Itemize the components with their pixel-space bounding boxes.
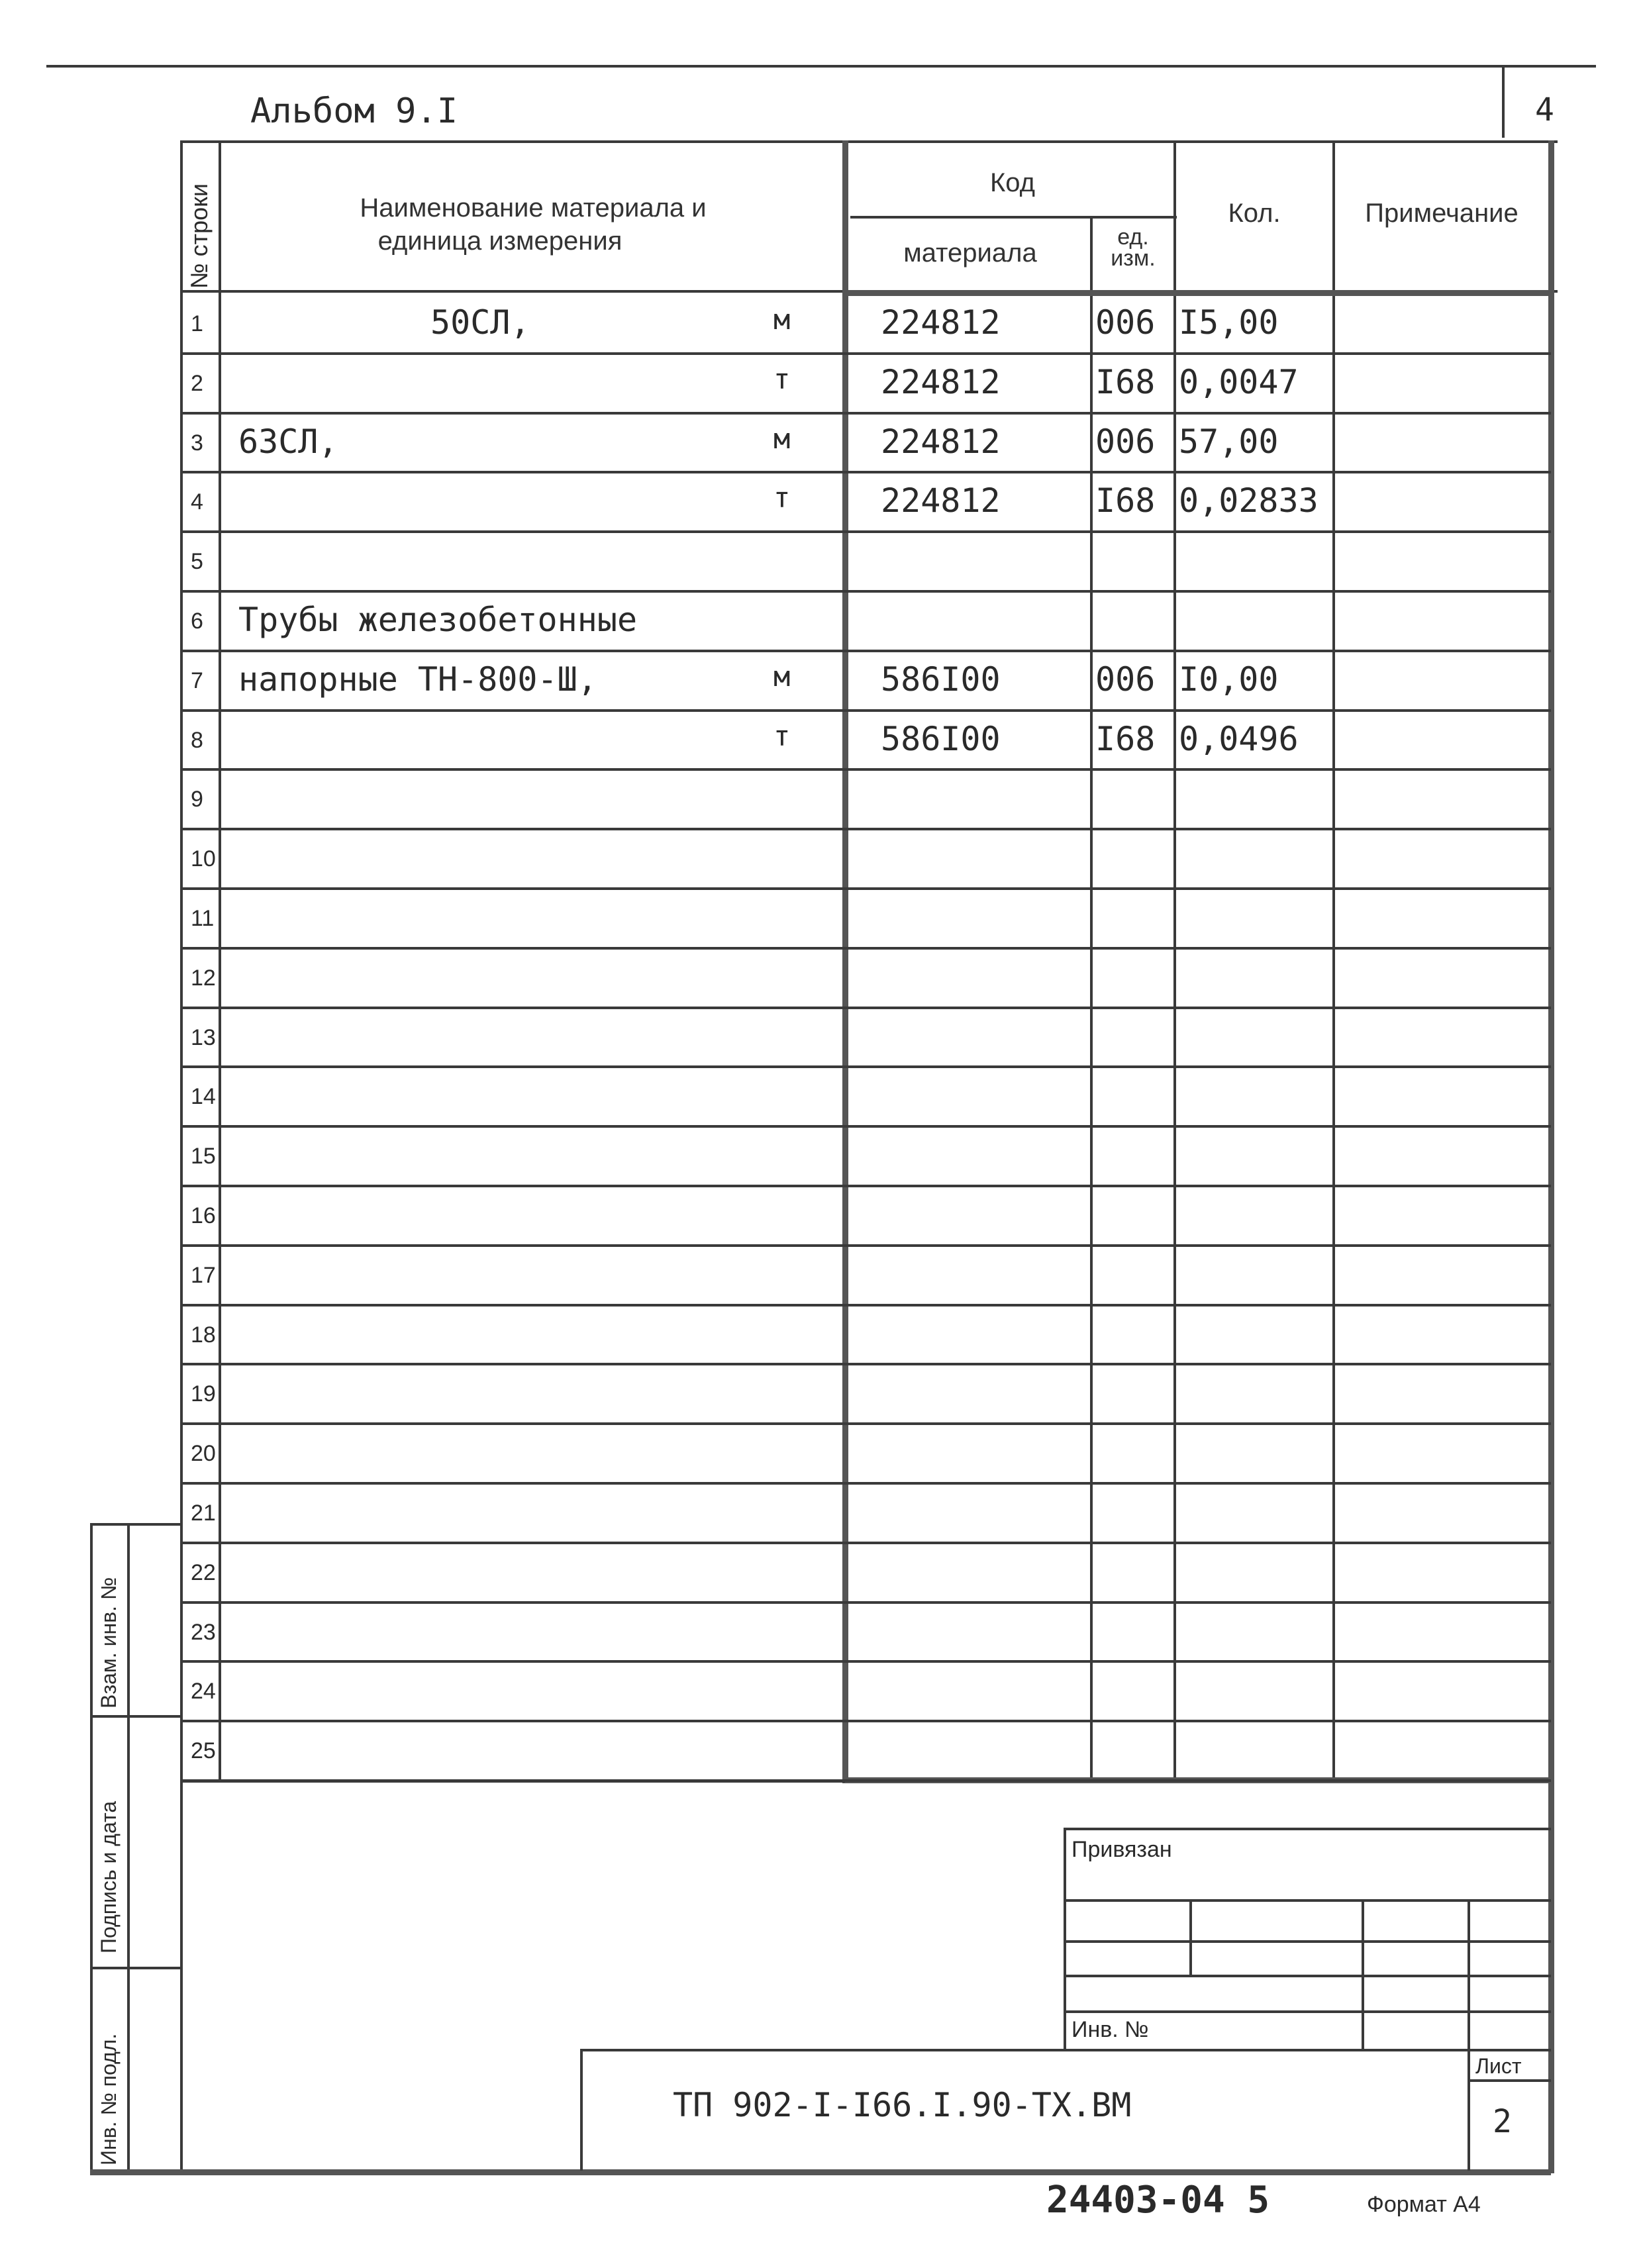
side-line-mid [127,1523,130,2173]
row-number: 10 [191,846,216,871]
header-row-no: № строки [185,183,213,289]
cell-qty: I5,00 [1179,303,1279,342]
col-line-rownum [219,140,221,1783]
stamp-line-sheet [1468,2079,1551,2082]
row-number: 15 [191,1144,216,1169]
stamp-line-main-top [580,2049,1551,2051]
row-number: 21 [191,1501,216,1526]
cell-unit: т [773,363,791,395]
row-number: 13 [191,1025,216,1050]
cell-qty: 0,0047 [1179,363,1299,401]
cell-mat: 224812 [881,481,1001,520]
cell-name: напорные ТН-800-Ш, [238,660,597,699]
cell-unit: т [773,481,791,514]
stamp-line-1 [1064,1899,1551,1902]
col-line-right [1548,140,1554,2173]
row-number: 2 [191,371,203,396]
row-line [180,1065,1551,1068]
row-line [180,1244,1551,1247]
row-line [180,1422,1551,1425]
sheet-number: 2 [1493,2103,1512,2140]
row-line [180,709,1551,712]
cell-code: I68 [1095,720,1156,758]
row-line [180,471,1551,473]
table-top-line [180,140,1558,143]
row-number: 24 [191,1679,216,1704]
stamp-col-4 [1468,1899,1470,2171]
col-line-material [842,140,848,1783]
code-sub-line [850,216,1177,219]
row-line [180,1660,1551,1663]
stamp-line-3 [1064,1975,1551,1977]
row-line [180,352,1551,355]
header-material: материала [903,238,1037,268]
row-line [180,1185,1551,1187]
row-number: 25 [191,1738,216,1763]
row-number: 6 [191,609,203,634]
row-number: 16 [191,1203,216,1228]
stamp-col-2 [1189,1899,1192,1975]
stamp-line-4 [1064,2010,1551,2013]
stamp-col-main [580,2049,583,2171]
cell-mat: 586I00 [881,720,1001,758]
side-line-top [90,1523,180,1526]
top-border [46,65,1596,68]
cell-code: 006 [1095,422,1156,461]
footer-number: 24403-04 5 [1046,2179,1270,2222]
col-line-qty [1173,140,1176,1783]
stamp-inv-no: Инв. № [1071,2017,1149,2042]
header-name-line2: единица измерения [377,226,622,256]
stamp-bound: Привязан [1071,1837,1172,1862]
row-line [180,1779,1551,1782]
cell-unit: т [773,720,791,752]
row-number: 23 [191,1620,216,1645]
row-number: 8 [191,728,203,753]
row-line [180,1720,1551,1722]
row-number: 12 [191,965,216,991]
row-line [180,1482,1551,1485]
row-line [180,412,1551,415]
row-line [180,947,1551,950]
header-note: Примечание [1365,199,1519,228]
header-unit-code: ед. изм. [1111,224,1156,271]
cell-name: Трубы железобетонные [238,601,638,639]
row-number: 19 [191,1381,216,1406]
row-line [180,1601,1551,1604]
stamp-line-bottom [90,2169,1551,2175]
cell-mat: 224812 [881,363,1001,401]
row-number: 3 [191,430,203,456]
row-line [180,1125,1551,1128]
side-sign-date: Подпись и дата [97,1800,121,1953]
side-line-1 [90,1715,180,1718]
row-line [180,768,1551,771]
cell-qty: 57,00 [1179,422,1279,461]
album-title: Альбом 9.I [250,91,458,131]
side-orig-inv: Инв. № подл. [97,2033,121,2165]
col-line-unitcode [1090,216,1093,1783]
row-number: 22 [191,1560,216,1585]
cell-mat: 224812 [881,303,1001,342]
sheet-label: Лист [1475,2054,1522,2078]
row-line [180,1363,1551,1365]
stamp-line-2 [1064,1940,1551,1943]
row-number: 18 [191,1322,216,1348]
row-line [180,530,1551,533]
cell-mat: 224812 [881,422,1001,461]
side-replace-inv: Взам. инв. № [97,1577,121,1708]
row-line [180,887,1551,890]
doc-code: ТП 902-I-I66.I.90-ТХ.ВМ [673,2086,1132,2124]
row-line [180,1007,1551,1009]
row-number: 4 [191,489,203,515]
row-number: 9 [191,787,203,812]
row-line [180,1304,1551,1307]
page-number: 4 [1535,91,1554,128]
header-code: Код [989,168,1035,197]
row-number: 14 [191,1084,216,1109]
row-number: 7 [191,668,203,693]
row-number: 11 [191,906,215,931]
cell-unit: м [773,660,791,693]
header-qty: Кол. [1228,199,1281,228]
row-number: 5 [191,549,203,574]
cell-qty: 0,02833 [1179,481,1319,520]
footer-format: Формат А4 [1367,2192,1481,2217]
row-number: 17 [191,1263,216,1288]
cell-unit: м [773,303,791,336]
cell-qty: 0,0496 [1179,720,1299,758]
cell-qty: I0,00 [1179,660,1279,699]
header-name-line1: Наименование материала и [360,193,707,222]
side-line-outer [90,1523,93,2173]
row-line [180,650,1551,652]
row-line [180,590,1551,593]
side-line-2 [90,1967,180,1969]
cell-name: 63СЛ, [238,422,338,461]
cell-name: 50СЛ, [430,303,530,342]
stamp-col-1 [1064,1828,1066,2049]
page-number-divider [1502,65,1505,138]
cell-mat: 586I00 [881,660,1001,699]
col-line-left [180,140,183,2173]
stamp-line-bound-top [1064,1828,1551,1830]
col-line-note [1332,140,1335,1783]
stamp-col-3 [1362,1899,1364,2049]
row-number: 20 [191,1441,216,1466]
row-line [180,828,1551,830]
row-line [180,1542,1551,1544]
cell-code: 006 [1095,303,1156,342]
cell-code: 006 [1095,660,1156,699]
cell-code: I68 [1095,363,1156,401]
row-number: 1 [191,311,203,336]
cell-unit: м [773,422,791,455]
cell-code: I68 [1095,481,1156,520]
data-top-line [842,290,1554,296]
